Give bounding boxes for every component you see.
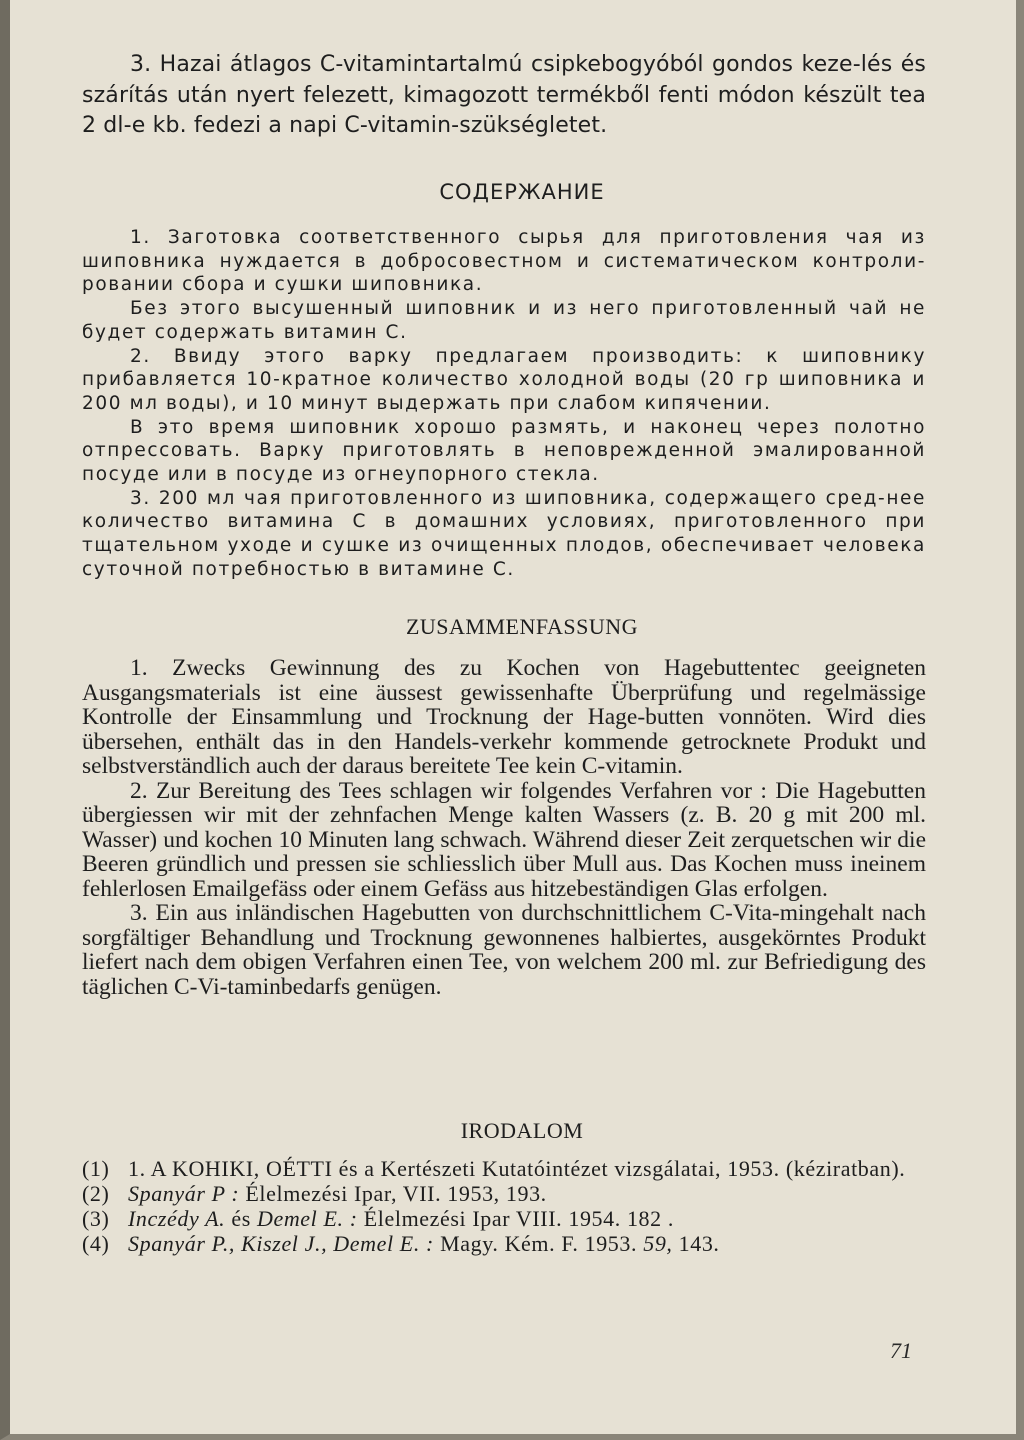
hungarian-conclusion <box>82 50 926 142</box>
reference-text: Magy. Kém. F. 1953. <box>433 1231 644 1256</box>
reference-item <box>82 1231 942 1256</box>
german-summary <box>82 656 926 999</box>
page-number: 71 <box>890 1338 912 1363</box>
reference-number: (4) <box>82 1231 110 1256</box>
reference-conjunction: és <box>225 1206 257 1231</box>
reference-text: Élelmezési Ipar VIII. 1954. 182 . <box>357 1206 674 1231</box>
reference-volume: 59, <box>643 1231 673 1256</box>
russian-summary <box>82 226 926 582</box>
reference-author: Spanyár P : <box>128 1181 240 1206</box>
russian-paragraph-1a: 1. Заготовка соответственного сырья для приготовления чая из шиповника нуждается в добросовестном и систематическом контроли-ровании сбора и сушки шиповника. <box>82 227 926 296</box>
russian-paragraph-3: 3. 200 мл чая приготовленного из шиповника, содержащего сред-нее количество витамина С в домашних условиях, приготовленного при тщательном уходе и сушке из очищенных плодов, обеспечивает человека суточной потребностью в витамине С. <box>82 487 926 580</box>
reference-text: 1. A KOHIKI, OÉTTI és a Kertészeti Kutatóintézet vizsgálatai, 1953. (kéziratban). <box>128 1156 906 1181</box>
hungarian-paragraph-3: 3. Hazai átlagos C-vitamintartalmú csipkebogyóból gondos keze-lés és szárítás után nyert felezett, kimagozott termékből fenti módon készült tea 2 dl-e kb. fedezi a napi C-vitamin-szükségletet. <box>82 52 926 138</box>
reference-pages: 143. <box>672 1231 720 1256</box>
reference-number: (1) <box>82 1156 110 1181</box>
reference-author: Demel E. : <box>256 1206 358 1231</box>
german-summary-heading: ZUSAMMENFASSUNG <box>405 614 639 639</box>
reference-author: Inczédy A. <box>128 1206 226 1231</box>
references-heading: IRODALOM <box>460 1118 584 1143</box>
german-paragraph-2: 2. Zur Bereitung des Tees schlagen wir folgendes Verfahren vor : Die Hagebutten übergiessen wir mit der zehnfachen Menge kalten Wassers (z. B. 20 g mit 200 ml. Wasser) und kochen 10 Minuten lang schwach. Während dieser Zeit zerquetschen wir die Beeren gründlich und pressen sie schliesslich über Mull aus. Das Kochen muss ineinem fehlerlosen Emailgefäss oder einem Gefäss aus hitzebeständigen Glas erfolgen. <box>82 777 926 902</box>
russian-paragraph-1b: Без этого высушенный шиповник и из него приготовленный чай не будет содержать витамин С. <box>82 298 926 343</box>
reference-author: Spanyár P., Kiszel J., Demel E. : <box>128 1231 434 1256</box>
german-paragraph-3: 3. Ein aus inländischen Hagebutten von durchschnittlichem C-Vita-mingehalt nach sorgfältiger Behandlung und Trocknung gewonnenes halbiertes, ausgekörntes Produkt liefert nach dem obigen Verfahren einen Tee, von welchem 200 ml. zur Befriedigung des täglichen C-Vi-taminbedarfs genügen. <box>82 900 926 1000</box>
reference-item <box>82 1181 942 1206</box>
russian-paragraph-2b: В это время шиповник хорошо размять, и наконец через полотно отпрессовать. Варку приготовлять в неповрежденной эмалированной посуде или в посуде из огнеупорного стекла. <box>82 416 926 486</box>
reference-number: (3) <box>82 1206 110 1231</box>
russian-paragraph-2a: 2. Ввиду этого варку предлагаем производить: к шиповнику прибавляется 10-кратное количество холодной воды (20 гр шиповника и 200 мл воды), и 10 минут выдержать при слабом кипячении. <box>82 345 926 414</box>
reference-item <box>82 1156 942 1181</box>
russian-summary-heading: СОДЕРЖАНИЕ <box>439 180 605 204</box>
reference-list <box>82 1156 942 1256</box>
german-paragraph-1: 1. Zwecks Gewinnung des zu Kochen von Hagebuttentec geeigneten Ausgangsmaterials ist eine äussest gewissenhafte Überprüfung und regelmässige Kontrolle der Einsammlung und Trocknung der Hage-butten vonnöten. Wird dies übersehen, enthält das in den Handels-verkehr kommende getrocknete Produkt und selbstverständlich auch der daraus bereitete Tee kein C-vitamin. <box>82 655 926 779</box>
reference-number: (2) <box>82 1181 110 1206</box>
reference-item <box>82 1206 942 1231</box>
reference-text: Élelmezési Ipar, VII. 1953, 193. <box>239 1181 547 1206</box>
